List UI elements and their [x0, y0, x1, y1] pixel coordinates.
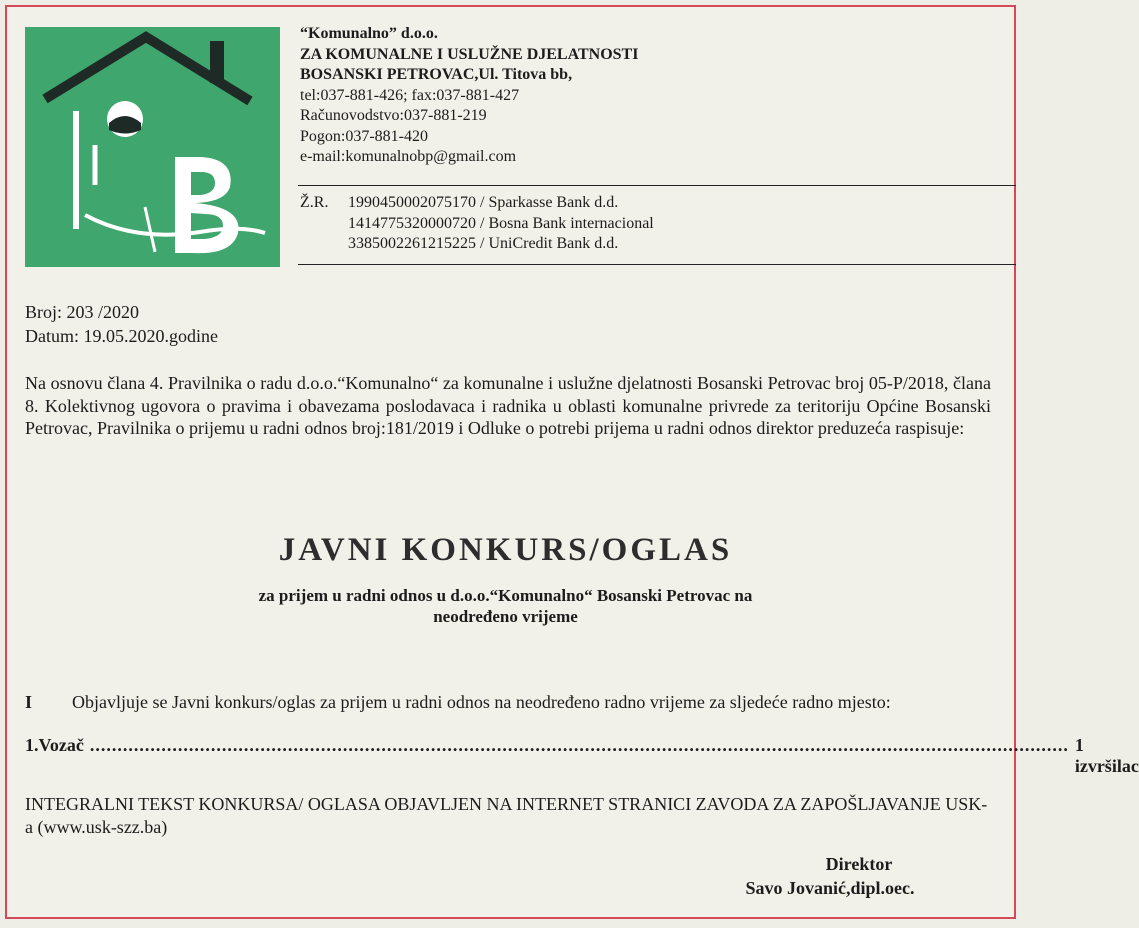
- position-number: 1.: [25, 735, 39, 755]
- reference-number: Broj: 203 /2020: [25, 302, 140, 322]
- company-name: “Komunalno” d.o.o.: [300, 25, 438, 42]
- bank-label: Ž.R.: [300, 194, 329, 211]
- section-number: I: [25, 692, 33, 712]
- company-logo: [25, 27, 280, 267]
- company-email: e-mail:komunalnobp@gmail.com: [300, 148, 517, 165]
- house-logo-icon: [25, 27, 280, 267]
- bank-account-row: 3385002261215225 / UniCredit Bank d.d.: [348, 235, 619, 252]
- subtitle-line: neodređeno vrijeme: [433, 607, 578, 626]
- bank-accounts: [300, 193, 654, 255]
- company-phone: tel:037-881-426; fax:037-881-427: [300, 86, 520, 104]
- section-text: Objavljuje se Javni konkurs/oglas za prijem u radni odnos na neodređeno radno vrijeme za sljedeće radno mjesto:: [72, 692, 891, 712]
- position-leader-dots: ..................................................................................................................................................................................: [89, 735, 1069, 755]
- subtitle-line: za prijem u radni odnos u d.o.o.“Komunalno“ Bosanski Petrovac na: [258, 586, 753, 605]
- company-activity: ZA KOMUNALNE I USLUŽNE DJELATNOSTI: [300, 45, 639, 63]
- reference-date: Datum: 19.05.2020.godine: [25, 326, 218, 346]
- position-name: Vozač: [38, 735, 84, 755]
- company-plant: Pogon:037-881-420: [300, 127, 428, 145]
- header-divider: [298, 185, 1016, 186]
- position-count: 1 izvršilac: [1074, 735, 1139, 776]
- bank-account-row: 1414775320000720 / Bosna Bank internacional: [348, 214, 654, 232]
- document-subtitle: [0, 585, 1011, 627]
- company-header: [300, 24, 1020, 168]
- position-row: [25, 735, 1139, 777]
- signature-role: Direktor: [825, 854, 893, 874]
- bank-divider: [298, 264, 1016, 265]
- section-one: [25, 692, 995, 713]
- signature-name: Savo Jovanić,dipl.oec.: [745, 878, 915, 898]
- company-address: BOSANSKI PETROVAC,Ul. Titova bb,: [300, 66, 573, 83]
- signature-block: [700, 852, 960, 900]
- bank-account-row: 1990450002075170 / Sparkasse Bank d.d.: [348, 194, 619, 211]
- company-accounting: Računovodstvo:037-881-219: [300, 107, 487, 124]
- document-title: JAVNI KONKURS/OGLAS: [278, 532, 733, 568]
- intro-paragraph: Na osnovu člana 4. Pravilnika o radu d.o.o.“Komunalno“ za komunalne i uslužne djelatnosti Bosanski Petrovac broj 05-P/2018, člana 8. Kolektivnog ugovora o pravima i obavezama poslodavaca i radnika u oblasti komunalne privrede za teritoriju Općine Bosanski Petrovac, Pravilnika o prijemu u radni odnos broj:181/2019 i Odluke o potrebi prijema u radni odnos direktor preduzeća raspisuje:: [25, 373, 991, 438]
- integral-text-notice: INTEGRALNI TEKST KONKURSA/ OGLASA OBJAVLJEN NA INTERNET STRANICI ZAVODA ZA ZAPOŠLJAVANJE USK-a (www.usk-szz.ba): [25, 794, 988, 837]
- reference-block: [25, 300, 218, 348]
